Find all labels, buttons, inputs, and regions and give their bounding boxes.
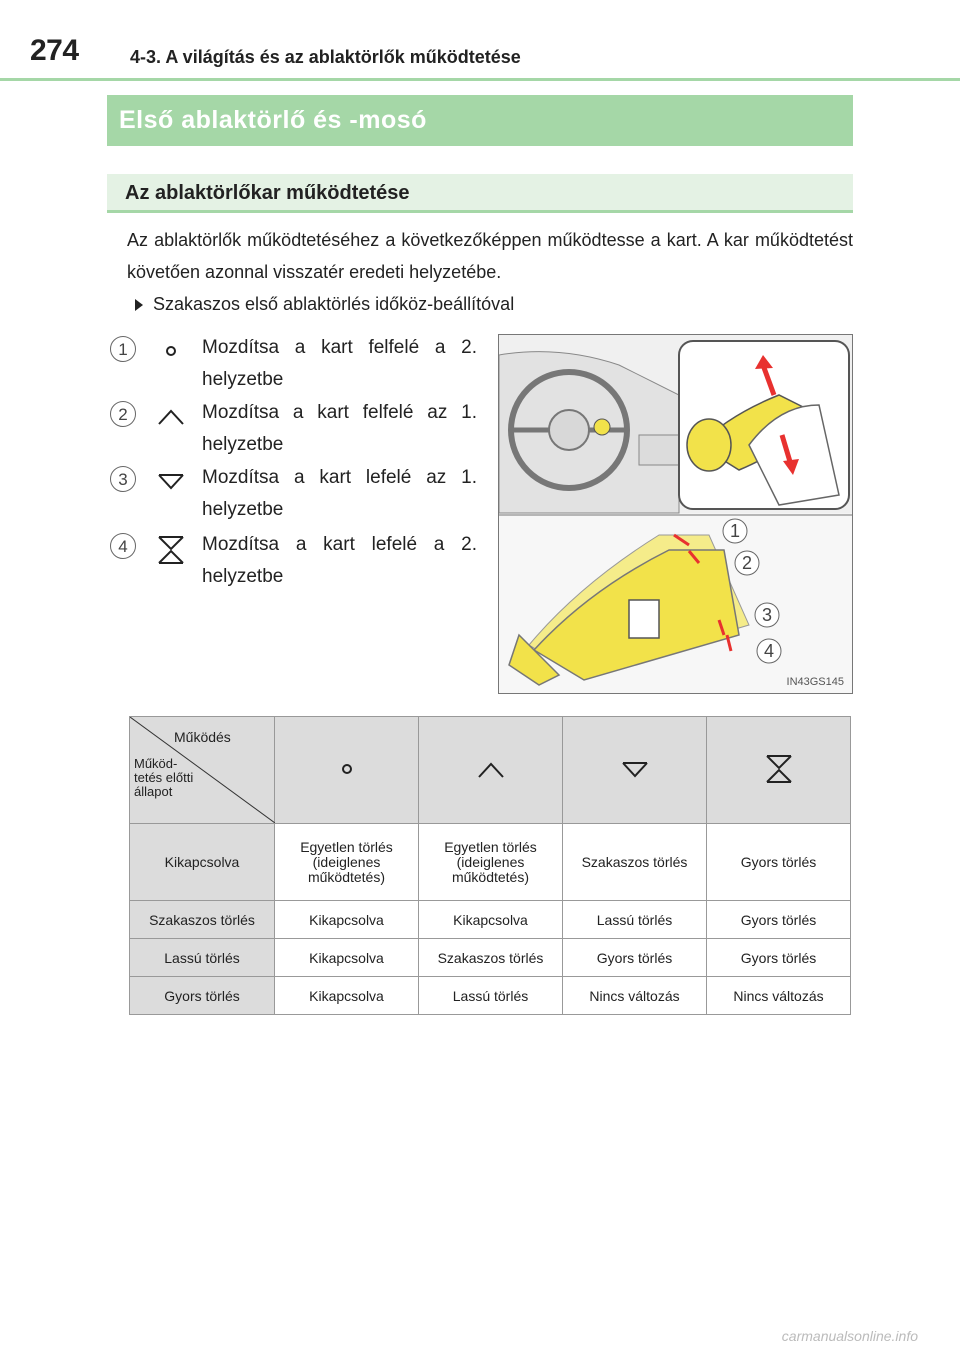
column-header-mist [275,717,419,824]
step-number: 3 [110,466,136,492]
step-text: Mozdítsa a kart lefelé a 2. helyzetbe [202,534,477,587]
table-header-operation: Működés [174,729,231,745]
mist-icon [156,336,186,366]
step-2 [110,397,480,463]
table-cell: Kikapcsolva [275,977,419,1015]
bullet-text: Szakaszos első ablaktörlés időköz-beállítóval [153,294,515,314]
table-row [130,939,851,977]
wiper-lever-drawing [499,335,852,693]
bullet-item [135,290,514,318]
table-cell [275,824,419,901]
callout-3: 3 [761,605,773,625]
fast-down-icon [156,533,186,567]
table-cell: Lassú törlés [563,901,707,939]
step-text: Mozdítsa a kart felfelé a 2. helyzetbe [202,337,477,390]
intro-paragraph: Az ablaktörlők működtetéséhez a következőképpen működtesse a kart. A kar működtetést követően azonnal visszatér eredeti helyzetébe. [127,230,853,282]
table-cell: Gyors törlés [563,939,707,977]
table-corner-cell [130,717,275,824]
table-header-state: Működ-tetés előtti állapot [134,756,194,799]
cell-text: Egyetlen törlés (ideiglenes működtetés) [444,838,537,885]
table-row [130,977,851,1015]
row-state: Szakaszos törlés [130,901,275,939]
table-cell: Szakaszos törlés [419,939,563,977]
single-wipe-up-icon [476,754,506,784]
step-4 [110,529,480,595]
step-text: Mozdítsa a kart felfelé az 1. helyzetbe [202,402,477,455]
column-header-up [419,717,563,824]
table-cell: Kikapcsolva [275,901,419,939]
bullet-arrow-icon [135,299,143,311]
chapter-title: 4-3. A világítás és az ablaktörlők működtetése [130,47,521,67]
column-header-fast [707,717,851,824]
step-number: 1 [110,336,136,362]
header-divider [0,78,960,81]
section-title: Első ablaktörlő és -mosó [107,95,853,146]
table-cell: Kikapcsolva [419,901,563,939]
table-cell: Lassú törlés [419,977,563,1015]
intermittent-down-icon [156,466,186,496]
table-cell: Gyors törlés [707,824,851,901]
single-wipe-up-icon [156,401,186,431]
table-cell: Nincs változás [707,977,851,1015]
table-row [130,901,851,939]
step-number: 2 [110,401,136,427]
mist-icon [332,754,362,784]
intermittent-down-icon [620,754,650,784]
fast-down-icon [764,752,794,786]
row-state: Gyors törlés [130,977,275,1015]
wiper-operation-table [129,716,851,1015]
illustration-code: IN43GS145 [786,676,844,688]
table-cell: Nincs változás [563,977,707,1015]
subsection-title: Az ablaktörlőkar működtetése [107,174,853,213]
page-number: 274 [30,34,79,67]
step-text: Mozdítsa a kart lefelé az 1. helyzetbe [202,467,477,520]
step-1 [110,332,480,398]
table-cell: Kikapcsolva [275,939,419,977]
callout-1: 1 [729,521,741,541]
table-row [130,824,851,901]
table-header-row [130,717,851,824]
column-header-down [563,717,707,824]
wiper-lever-illustration [498,334,853,694]
row-state: Lassú törlés [130,939,275,977]
row-state: Kikapcsolva [130,824,275,901]
step-3 [110,462,480,528]
table-cell: Gyors törlés [707,939,851,977]
table-cell: Szakaszos törlés [563,824,707,901]
cell-text: Egyetlen törlés (ideiglenes működtetés) [300,838,393,885]
watermark: carmanualsonline.info [781,1328,918,1344]
table-cell [419,824,563,901]
callout-2: 2 [741,553,753,573]
table-cell: Gyors törlés [707,901,851,939]
callout-4: 4 [763,641,775,661]
step-number: 4 [110,533,136,559]
